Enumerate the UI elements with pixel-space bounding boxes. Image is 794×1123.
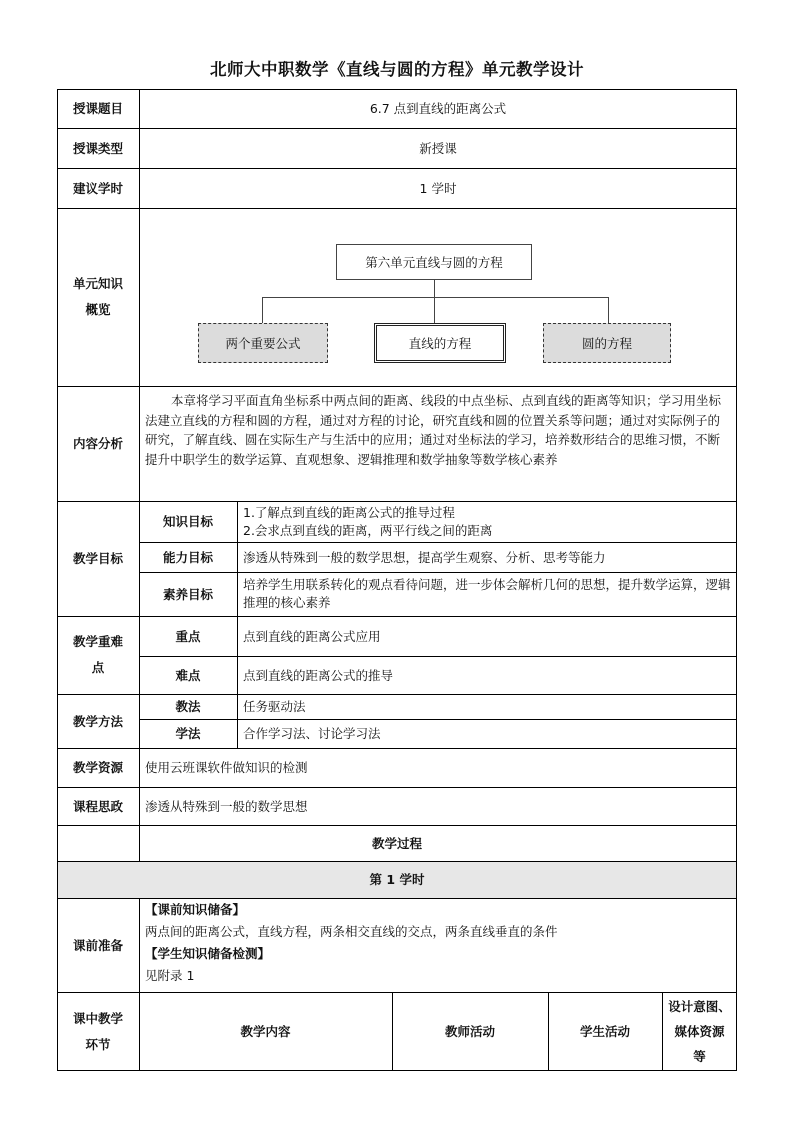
literacy-goal-value: 培养学生用联系转化的观点看待问题，进一步体会解析几何的思想，提升数学运算，逻辑推理的核心素养: [243, 576, 731, 610]
learn-method-value: 合作学习法、讨论学习法: [243, 726, 381, 741]
topic-label: 授课题目: [72, 101, 123, 116]
prep-text-knowledge: 两点间的距离公式，直线方程，两条相交直线的交点，两条直线垂直的条件: [145, 924, 558, 939]
key-difficult-label: 教学重难 点: [72, 634, 123, 675]
knowledge-goal-value: 1.了解点到直线的距离公式的推导过程 2.会求点到直线的距离，两平行线之间的距离: [243, 504, 493, 538]
ideology-label: 课程思政: [72, 798, 123, 814]
analysis-label: 内容分析: [72, 436, 123, 451]
hours-value: 1 学时: [419, 180, 457, 196]
goals-label: 教学目标: [72, 551, 123, 566]
prep-text-check: 见附录 1: [145, 968, 195, 983]
ability-goal-label: 能力目标: [162, 549, 213, 565]
literacy-goal-label: 素养目标: [162, 586, 213, 602]
ability-goal-value: 渗透从特殊到一般的数学思想，提高学生观察、分析、思考等能力: [243, 549, 606, 565]
method-label: 教学方法: [72, 713, 123, 729]
teach-method-label: 教法: [175, 699, 201, 714]
col-content-header: 教学内容: [240, 1024, 291, 1039]
col-design-header: 设计意图、 媒体资源 等: [668, 999, 731, 1064]
analysis-text: 本章将学习平面直角坐标系中两点间的距离、线段的中点坐标、点到直线的距离等知识；学习用坐标法建立直线的方程和圆的方程，通过对方程的讨论，研究直线和圆的位置关系等问题；通过对实际例子的研究，了解直线、圆在实际生产与生活中的应用；通过对坐标法的学习，培养数形结合的思维习惯，不断提升中职学生的数学运算、直观想象、逻辑推理和数学抽象等数学核心素养: [145, 393, 722, 467]
knowledge-goal-label: 知识目标: [162, 514, 213, 529]
type-value: 新授课: [419, 140, 457, 156]
resource-label: 教学资源: [72, 760, 123, 775]
stage-label: 课中教学 环节: [72, 1010, 123, 1052]
overview-label: 单元知识 概览: [72, 276, 123, 317]
period-header: 第 1 学时: [369, 872, 425, 887]
hours-label: 建议学时: [72, 180, 123, 196]
prep-heading-check: 【学生知识储备检测】: [145, 946, 271, 961]
resource-value: 使用云班课软件做知识的检测: [145, 760, 308, 775]
ideology-value: 渗透从特殊到一般的数学思想: [145, 798, 308, 814]
process-header: 教学过程: [371, 835, 422, 851]
type-label: 授课类型: [72, 140, 123, 156]
key-point-label: 重点: [175, 628, 201, 644]
prep-label: 课前准备: [72, 937, 123, 953]
topic-value: 6.7 点到直线的距离公式: [369, 101, 507, 116]
learn-method-label: 学法: [175, 726, 201, 741]
diagram-node-circle-equation: 圆的方程: [543, 323, 671, 363]
key-point-value: 点到直线的距离公式应用: [243, 628, 381, 644]
page-title: 北师大中职数学《直线与圆的方程》单元教学设计: [210, 60, 584, 79]
col-teacher-header: 教师活动: [444, 1024, 495, 1039]
col-student-header: 学生活动: [579, 1024, 630, 1039]
diagram-node-line-equation: 直线的方程: [374, 323, 506, 363]
difficult-point-label: 难点: [175, 667, 201, 683]
diagram-node-formulas: 两个重要公式: [198, 323, 328, 363]
teach-method-value: 任务驱动法: [243, 699, 306, 714]
prep-heading-knowledge: 【课前知识储备】: [145, 902, 246, 917]
diagram-root-node: 第六单元直线与圆的方程: [336, 244, 532, 280]
prep-content: [139, 898, 564, 988]
difficult-point-value: 点到直线的距离公式的推导: [243, 667, 394, 683]
